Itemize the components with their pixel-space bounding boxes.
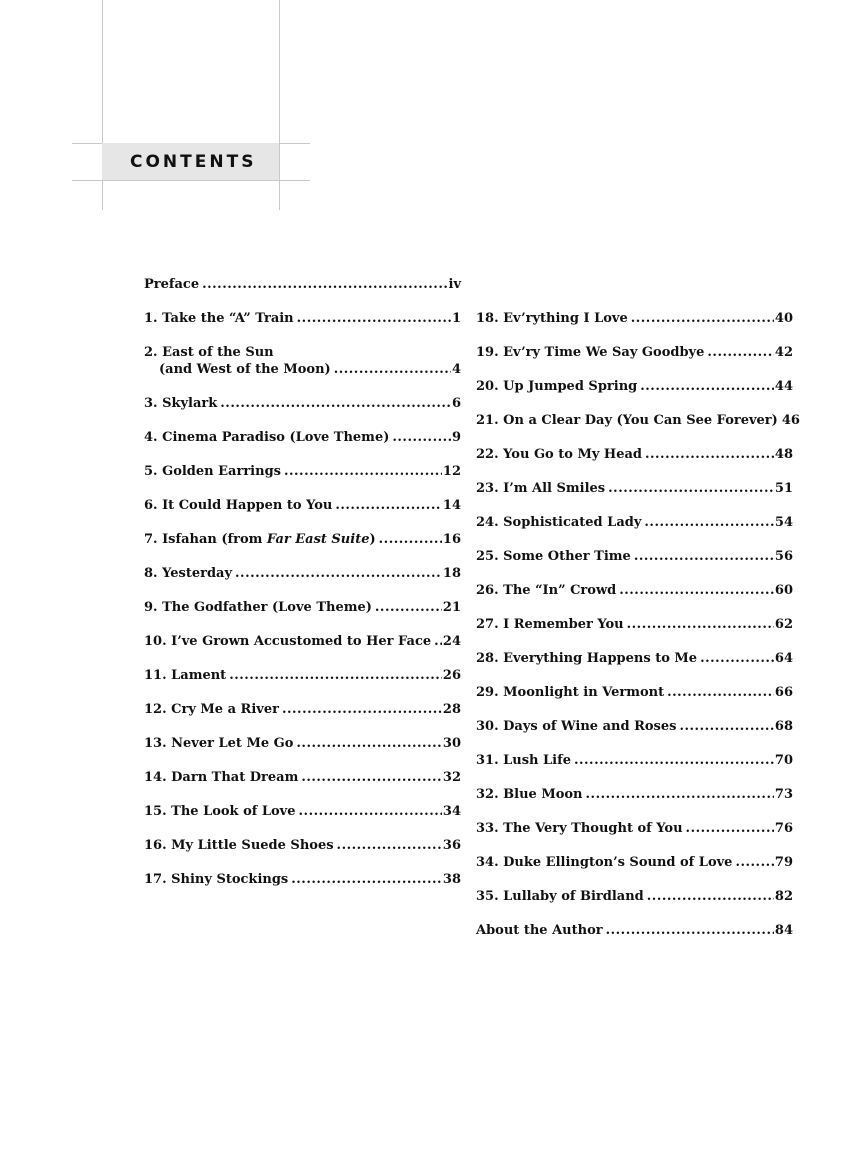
- toc-entry[interactable]: [476, 310, 793, 327]
- toc-entry-title: 15. The Look of Love: [144, 804, 296, 819]
- toc-entry-page: 6: [451, 396, 461, 411]
- dot-leader: [375, 599, 442, 616]
- dot-leader: [282, 701, 442, 718]
- dot-leader: [735, 854, 773, 871]
- toc-entry-title: [144, 531, 376, 548]
- dot-leader: [627, 616, 774, 633]
- toc-entry[interactable]: [144, 735, 461, 752]
- toc-entry[interactable]: [144, 871, 461, 888]
- dot-leader: [686, 820, 774, 837]
- toc-entry-page: 66: [774, 685, 793, 700]
- toc-entry-page: 73: [774, 787, 793, 802]
- toc-entry-page: iv: [448, 277, 461, 292]
- toc-entry-title: 1. Take the “A” Train: [144, 311, 294, 326]
- dot-leader: [337, 837, 442, 854]
- toc-entry-page: 42: [774, 345, 793, 360]
- toc-entry-title: About the Author: [476, 923, 603, 938]
- dot-leader: [202, 276, 447, 293]
- toc-entry[interactable]: [476, 888, 793, 905]
- toc-entry-title: 20. Up Jumped Spring: [476, 379, 638, 394]
- dot-leader: [707, 344, 774, 361]
- toc-entry[interactable]: [476, 650, 793, 667]
- toc-entry-page: 40: [774, 311, 793, 326]
- toc-entry[interactable]: [144, 344, 461, 378]
- dot-leader: [700, 650, 774, 667]
- dot-leader: [291, 871, 442, 888]
- toc-entry[interactable]: [476, 820, 793, 837]
- toc-entry-title: 28. Everything Happens to Me: [476, 651, 698, 666]
- toc-entry[interactable]: [476, 786, 793, 803]
- toc-entry[interactable]: [144, 803, 461, 820]
- toc-entry-page: 79: [774, 855, 793, 870]
- toc-entry[interactable]: [476, 752, 793, 769]
- toc-entry-page: 51: [774, 481, 793, 496]
- toc-entry-page: 9: [451, 430, 461, 445]
- toc-entry[interactable]: [144, 276, 461, 293]
- toc-entry-page: 46: [781, 413, 800, 428]
- toc-column-left: [144, 276, 461, 905]
- dot-leader: [574, 752, 774, 769]
- toc-entry-title: 24. Sophisticated Lady: [476, 515, 642, 530]
- toc-entry[interactable]: [144, 667, 461, 684]
- toc-entry-title: 33. The Very Thought of You: [476, 821, 683, 836]
- toc-entry[interactable]: [476, 684, 793, 701]
- dot-leader: [679, 718, 773, 735]
- toc-entry-title: 2. East of the Sun: [144, 345, 274, 360]
- toc-entry-page: 36: [442, 838, 461, 853]
- toc-entry-page: 18: [442, 566, 461, 581]
- toc-entry-page: 26: [442, 668, 461, 683]
- toc-entry[interactable]: [144, 701, 461, 718]
- toc-entry[interactable]: [476, 446, 793, 463]
- toc-entry-title-prefix: 7. Isfahan (from: [144, 532, 267, 547]
- dot-leader: [606, 922, 774, 939]
- toc-entry-title: 32. Blue Moon: [476, 787, 583, 802]
- toc-entry[interactable]: [144, 599, 461, 616]
- dot-leader: [296, 735, 442, 752]
- toc-entry-title: 16. My Little Suede Shoes: [144, 838, 334, 853]
- dot-leader: [631, 310, 774, 327]
- toc-entry-title: 18. Ev’rything I Love: [476, 311, 628, 326]
- toc-entry-title: 9. The Godfather (Love Theme): [144, 600, 372, 615]
- toc-entry[interactable]: [476, 922, 793, 939]
- dot-leader: [608, 480, 774, 497]
- page-title: CONTENTS: [130, 152, 257, 172]
- toc-entry-title: 8. Yesterday: [144, 566, 233, 581]
- toc-entry-title: Preface: [144, 277, 200, 292]
- toc-entry-page: 28: [442, 702, 461, 717]
- toc-entry-title: 34. Duke Ellington’s Sound of Love: [476, 855, 733, 870]
- toc-entry-title: 31. Lush Life: [476, 753, 571, 768]
- toc-entry-title: 30. Days of Wine and Roses: [476, 719, 677, 734]
- toc-entry[interactable]: [476, 548, 793, 565]
- dot-leader: [297, 310, 451, 327]
- dot-leader: [645, 446, 774, 463]
- toc-entry[interactable]: [144, 429, 461, 446]
- toc-entry[interactable]: [144, 565, 461, 582]
- dot-leader: [284, 463, 442, 480]
- toc-entry-title: 27. I Remember You: [476, 617, 624, 632]
- dot-leader: [644, 514, 774, 531]
- toc-entry-title: 19. Ev’ry Time We Say Goodbye: [476, 345, 705, 360]
- toc-entry-page: 14: [442, 498, 461, 513]
- toc-entry-page: 54: [774, 515, 793, 530]
- toc-entry-title: 25. Some Other Time: [476, 549, 631, 564]
- toc-entry[interactable]: [476, 582, 793, 599]
- toc-entry[interactable]: [144, 463, 461, 480]
- toc-entry-page: 44: [774, 379, 793, 394]
- dot-leader: [619, 582, 774, 599]
- frame-line-vertical-right: [279, 0, 280, 210]
- toc-entry-page: 84: [774, 923, 793, 938]
- toc-entry-title: 35. Lullaby of Birdland: [476, 889, 644, 904]
- toc-entry-title-italic: Far East Suite: [266, 532, 370, 547]
- frame-line-horizontal-bottom: [72, 180, 310, 181]
- toc-entry[interactable]: [476, 480, 793, 497]
- toc-entry[interactable]: [476, 718, 793, 735]
- dot-leader: [586, 786, 774, 803]
- toc-entry[interactable]: [476, 378, 793, 395]
- toc-entry-title: 10. I’ve Grown Accustomed to Her Face: [144, 634, 432, 649]
- toc-entry-page: 16: [442, 532, 461, 547]
- toc-entry-page: 21: [442, 600, 461, 615]
- toc-entry-page: 32: [442, 770, 461, 785]
- toc-entry-page: 30: [442, 736, 461, 751]
- toc-entry-title: 5. Golden Earrings: [144, 464, 281, 479]
- toc-entry-page: 12: [442, 464, 461, 479]
- toc-entry-title: 22. You Go to My Head: [476, 447, 642, 462]
- toc-entry[interactable]: [144, 769, 461, 786]
- toc-entry-title: 11. Lament: [144, 668, 227, 683]
- toc-entry-page: 56: [774, 549, 793, 564]
- dot-leader: [667, 684, 774, 701]
- dot-leader: [301, 769, 442, 786]
- toc-entry-title-continuation: (and West of the Moon): [159, 362, 331, 377]
- toc-entry-title: 23. I’m All Smiles: [476, 481, 606, 496]
- toc-entry-page: 64: [774, 651, 793, 666]
- dot-leader: [229, 667, 442, 684]
- toc-entry-page: 76: [774, 821, 793, 836]
- dot-leader: [647, 888, 774, 905]
- toc-entry[interactable]: [144, 310, 461, 327]
- toc-entry[interactable]: [476, 412, 800, 429]
- toc-entry-page: 34: [442, 804, 461, 819]
- toc-entry[interactable]: [476, 854, 793, 871]
- toc-entry-title: 13. Never Let Me Go: [144, 736, 294, 751]
- toc-entry-title: 21. On a Clear Day (You Can See Forever): [476, 413, 778, 428]
- toc-entry-title: 17. Shiny Stockings: [144, 872, 289, 887]
- toc-entry-page: 4: [451, 362, 461, 377]
- toc-entry[interactable]: [476, 344, 793, 361]
- toc-entry-page: 1: [451, 311, 461, 326]
- toc-entry-page: 48: [774, 447, 793, 462]
- toc-entry-title: 14. Darn That Dream: [144, 770, 299, 785]
- dot-leader: [640, 378, 774, 395]
- toc-entry-title: 4. Cinema Paradiso (Love Theme): [144, 430, 390, 445]
- toc-entry-title: 12. Cry Me a River: [144, 702, 279, 717]
- dot-leader: [235, 565, 442, 582]
- toc-entry-title: 26. The “In” Crowd: [476, 583, 617, 598]
- toc-entry-page: 24: [442, 634, 461, 649]
- toc-entry-title: 3. Skylark: [144, 396, 218, 411]
- toc-entry-page: 68: [774, 719, 793, 734]
- toc-entry[interactable]: [476, 514, 793, 531]
- toc-entry-title: 6. It Could Happen to You: [144, 498, 333, 513]
- toc-entry[interactable]: [144, 497, 461, 514]
- toc-entry[interactable]: [144, 531, 461, 548]
- dot-leader: [335, 497, 442, 514]
- toc-entry-title-suffix: ): [369, 532, 376, 547]
- dot-leader: [434, 633, 442, 650]
- toc-column-right: [476, 310, 800, 956]
- toc-entry-page: 60: [774, 583, 793, 598]
- dot-leader: [379, 531, 442, 548]
- dot-leader: [299, 803, 442, 820]
- toc-entry-page: 82: [774, 889, 793, 904]
- dot-leader: [220, 395, 451, 412]
- toc-entry-page: 70: [774, 753, 793, 768]
- toc-entry-page: 62: [774, 617, 793, 632]
- toc-entry-page: 38: [442, 872, 461, 887]
- dot-leader: [392, 429, 451, 446]
- toc-entry[interactable]: [144, 837, 461, 854]
- dot-leader: [334, 361, 451, 378]
- dot-leader: [634, 548, 774, 565]
- toc-entry[interactable]: [144, 395, 461, 412]
- toc-entry-title: 29. Moonlight in Vermont: [476, 685, 665, 700]
- toc-entry[interactable]: [144, 633, 461, 650]
- toc-entry[interactable]: [476, 616, 793, 633]
